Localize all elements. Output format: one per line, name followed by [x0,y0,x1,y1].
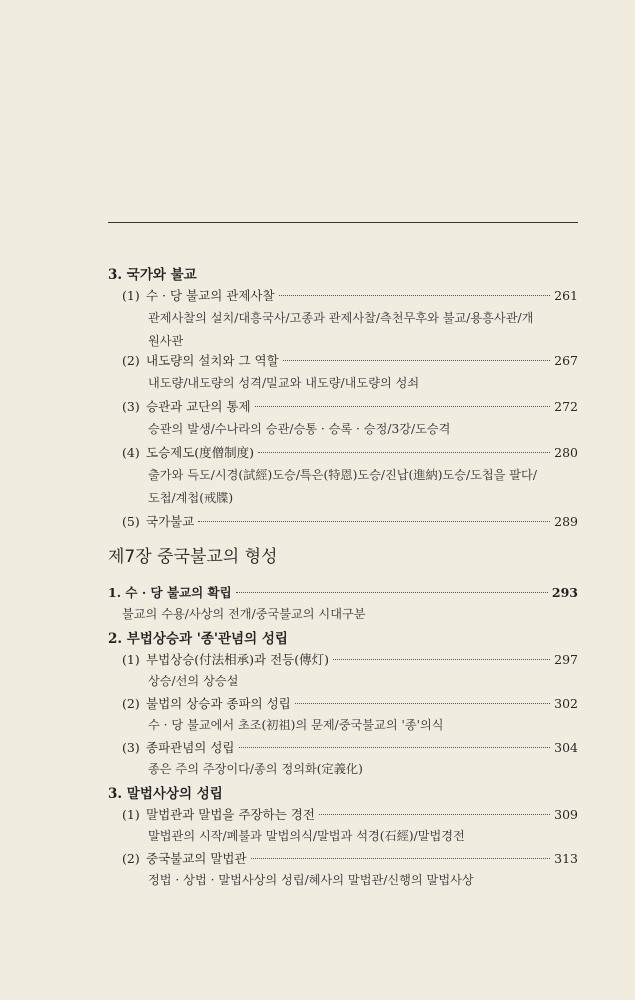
entry-subtopics [0,760,635,784]
entry-subtopics [0,871,635,895]
section-heading [0,782,635,806]
leader-dots [279,295,551,296]
entry-title: 1. 수 · 당 불교의 확립 [108,585,232,600]
entry-title: 승관과 교단의 통제 [146,399,251,414]
section-heading [0,263,635,287]
subtopic-text: 원사관 [148,334,184,348]
page-number: 313 [554,851,578,866]
entry-number: (2) [122,696,140,711]
toc-entry[interactable] [0,443,635,467]
subtopic-text: 관제사찰의 설치/대흥국사/고종과 관제사찰/측천무후와 불교/용흥사관/개 [148,311,534,325]
leader-dots [319,814,550,815]
subtopic-text: 불교의 수용/사상의 전개/중국불교의 시대구분 [122,607,366,621]
leader-dots [333,659,550,660]
subtopic-text: 내도량/내도량의 성격/밀교와 내도량/내도량의 성쇠 [148,376,420,390]
entry-subtopics [0,466,635,490]
entry-subtopics [0,309,635,333]
entry-subtopics [0,420,635,444]
toc-entry[interactable] [0,397,635,421]
subtopic-text: 종은 주의 주장이다/종의 정의화(定義化) [148,762,363,776]
subtopic-text: 상승/선의 상승설 [148,674,239,688]
entry-number: (1) [122,807,140,822]
leader-dots [255,406,551,407]
page-number: 289 [554,514,578,529]
section-title: 2. 부법상승과 '종'관념의 성립 [108,631,288,647]
entry-number: (3) [122,740,140,755]
entry-number: (2) [122,353,140,368]
entry-subtopics [0,827,635,851]
toc-entry[interactable] [0,583,635,607]
toc-entry[interactable] [0,849,635,873]
toc-entry[interactable] [0,286,635,310]
page-number: 297 [554,652,578,667]
entry-title: 종파관념의 성립 [146,740,235,755]
leader-dots [283,360,550,361]
leader-dots [295,703,550,704]
leader-dots [239,747,551,748]
page-number: 293 [551,585,578,600]
entry-subtopics [0,374,635,398]
leader-dots [198,521,550,522]
entry-title: 국가불교 [146,514,195,529]
toc-entry[interactable] [0,738,635,762]
subtopic-text: 승관의 발생/수나라의 승관/승통 · 승록 · 승정/3강/도승격 [148,422,451,436]
entry-subtopics [0,716,635,740]
chapter-title: 제7장 중국불교의 형성 [108,547,278,567]
entry-title: 부법상승(付法相承)과 전등(傳灯) [146,652,330,667]
toc-entry[interactable] [0,650,635,674]
entry-subtopics [0,672,635,696]
subtopic-text: 도첩/계첩(戒牒) [148,491,234,505]
entry-number: (1) [122,288,140,303]
page-number: 304 [554,740,578,755]
toc-entry[interactable] [0,694,635,718]
entry-number: (2) [122,851,140,866]
subtopic-text: 말법관의 시작/폐불과 말법의식/말법과 석경(石經)/말법경전 [148,829,465,843]
section-title: 3. 국가와 불교 [108,267,197,283]
entry-title: 수 · 당 불교의 관제사찰 [146,288,275,303]
top-rule [108,222,578,223]
entry-subtopics [0,605,635,629]
leader-dots [258,452,550,453]
subtopic-text: 출가와 득도/시경(試經)도승/특은(特恩)도승/진납(進納)도승/도첩을 팔다/ [148,468,537,482]
entry-title: 말법관과 말법을 주장하는 경전 [146,807,315,822]
leader-dots [251,858,551,859]
subtopic-text: 수 · 당 불교에서 초조(初祖)의 문제/중국불교의 '종'의식 [148,718,444,732]
entry-title: 도승제도(度僧制度) [146,445,255,460]
entry-subtopics [0,489,635,513]
page-number: 302 [554,696,578,711]
page-number: 261 [554,288,578,303]
entry-title: 내도량의 설치와 그 역할 [146,353,279,368]
page-number: 267 [554,353,578,368]
subtopic-text: 정법 · 상법 · 말법사상의 성립/혜사의 말법관/신행의 말법사상 [148,873,474,887]
entry-title: 불법의 상승과 종파의 성립 [146,696,291,711]
entry-number: (5) [122,514,140,529]
entry-number: (1) [122,652,140,667]
entry-number: (3) [122,399,140,414]
toc-entry[interactable] [0,805,635,829]
toc-entry[interactable] [0,351,635,375]
page-number: 280 [554,445,578,460]
section-heading [0,627,635,651]
page-number: 272 [554,399,578,414]
page-number: 309 [554,807,578,822]
entry-number: (4) [122,445,140,460]
leader-dots [236,592,548,593]
toc-entry[interactable] [0,512,635,536]
section-title: 3. 말법사상의 성립 [108,786,223,802]
entry-title: 중국불교의 말법관 [146,851,247,866]
